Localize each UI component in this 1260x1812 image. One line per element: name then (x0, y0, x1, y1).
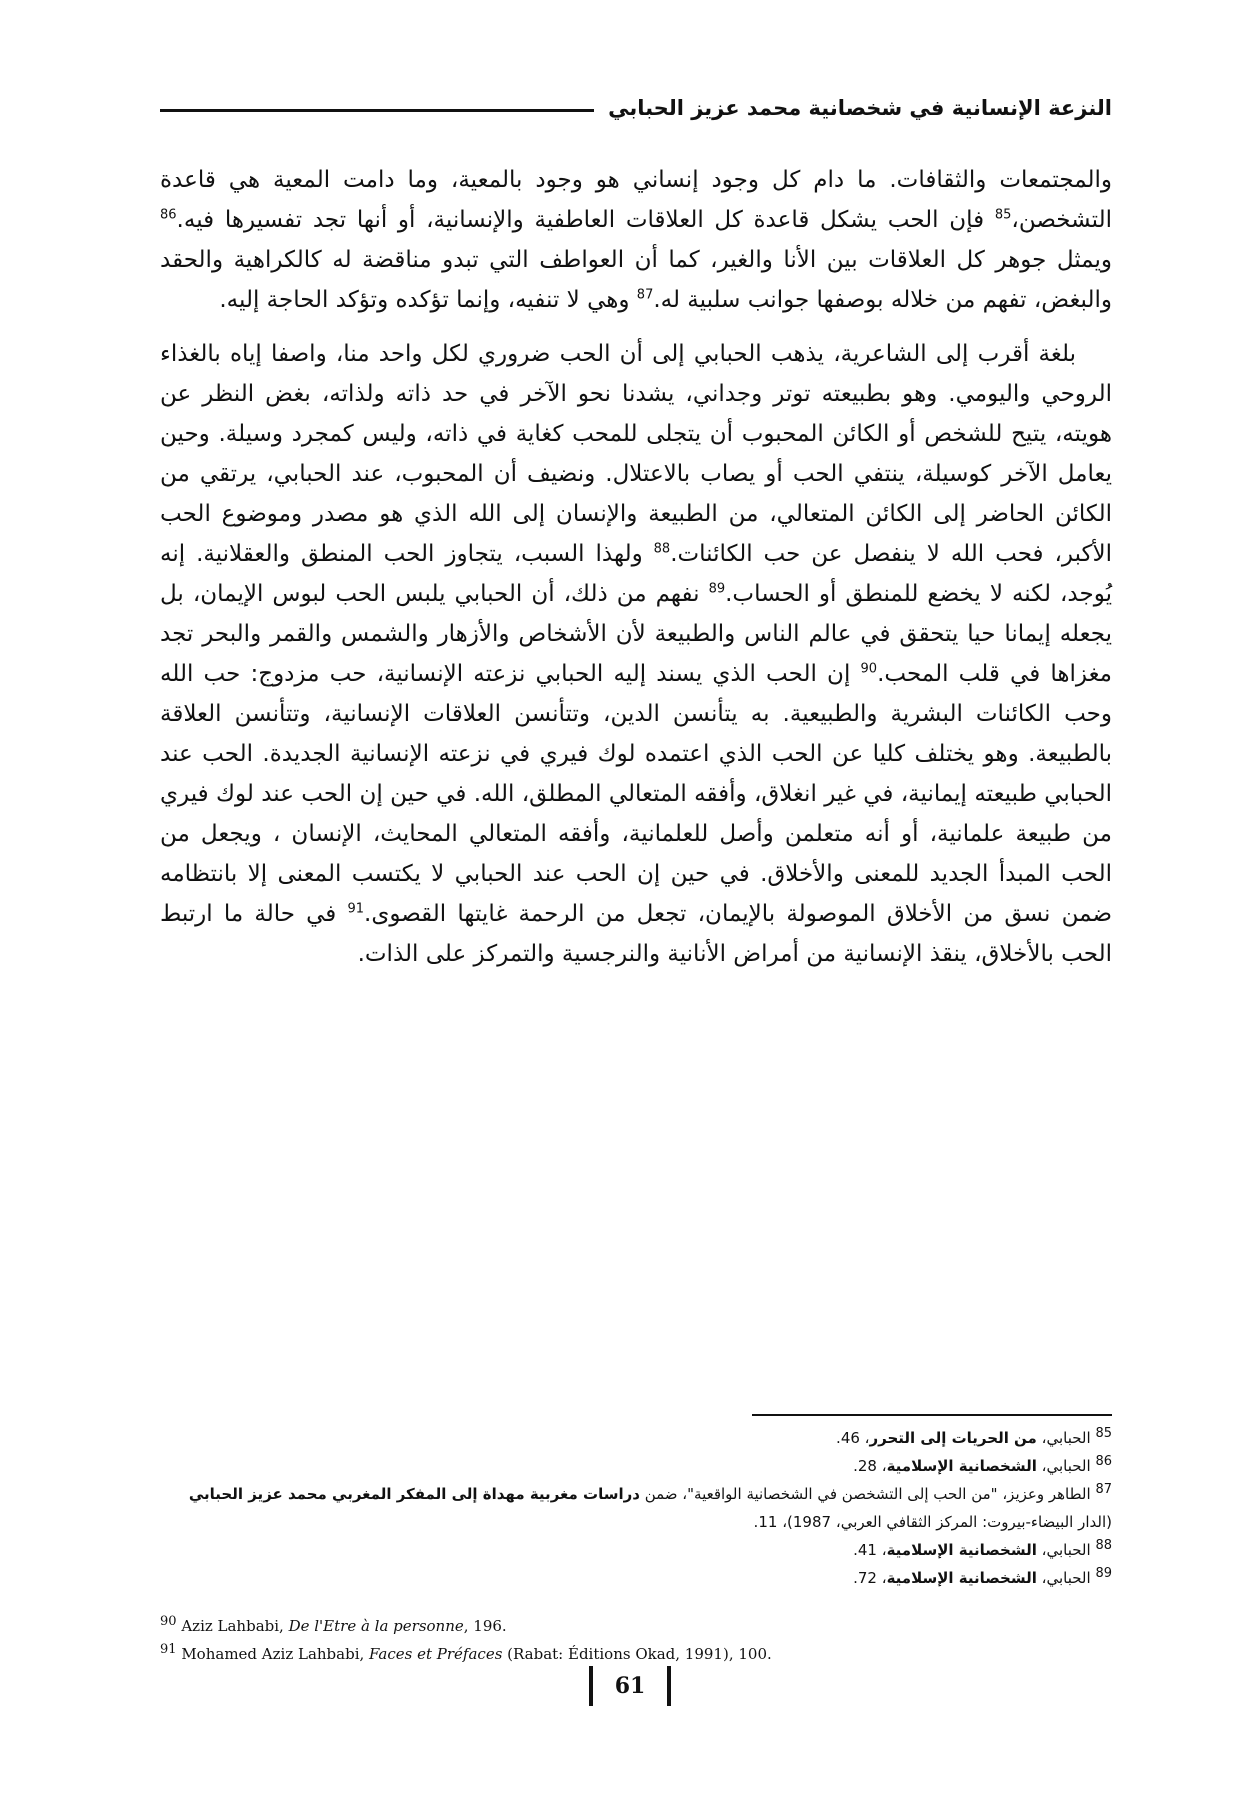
footnote-85 (160, 1424, 1112, 1452)
footnote-author: الحبابي، (1036, 1457, 1091, 1475)
text-run: ويمثل جوهر كل العلاقات بين الأنا والغير، كما أن العواطف التي تبدو مناقضة له كالكراهية والحقد والبغض، تفهم من خلاله بوصفها جوانب سلبية له. (160, 247, 1112, 313)
footnotes-arabic (160, 1424, 1112, 1592)
footnote-number: 90 (160, 1614, 177, 1629)
running-title: النزعة الإنسانية في شخصانية محمد عزيز الحبابي (608, 96, 1112, 120)
footnote-title: الشخصانية الإسلامية (886, 1569, 1037, 1587)
footnote-rest: ، 41. (853, 1541, 887, 1559)
footnote-rest: ، 46. (836, 1429, 870, 1447)
text-run: ولهذا السبب، يتجاوز الحب المنطق والعقلانية. إنه يُوجد، لكنه لا يخضع للمنطق أو الحساب. (160, 541, 1112, 607)
footnote-86 (160, 1452, 1112, 1480)
footnotes-latin (160, 1612, 1112, 1668)
text-run: نفهم من ذلك، أن الحبابي يلبس الحب لبوس الإيمان، بل يجعله إيمانا حيا يتحقق في عالم الناس والطبيعة لأن الأشخاص والأزهار والشمس والقمر والبحر تجد مغزاها في قلب المحب. (160, 581, 1112, 687)
footnote-number: 87 (1095, 1482, 1112, 1497)
text-run: وهي لا تنفيه، وإنما تؤكده وتؤكد الحاجة إليه. (219, 287, 637, 313)
text-run: والمجتمعات والثقافات. ما دام كل وجود إنساني هو وجود بالمعية، وما دامت المعية هي قاعدة التشخصن، (160, 167, 1112, 233)
footnote-ref-89[interactable]: 89 (708, 581, 726, 597)
footnote-separator (752, 1414, 1112, 1416)
footnote-author: الحبابي، (1036, 1569, 1091, 1587)
text-run: في حالة ما ارتبط الحب بالأخلاق، ينقذ الإنسانية من أمراض الأنانية والنرجسية والتمركز على الذات. (160, 901, 1112, 967)
footnote-ref-85[interactable]: 85 (994, 207, 1012, 223)
footnote-title: الشخصانية الإسلامية (886, 1541, 1037, 1559)
footnote-number: 86 (1095, 1454, 1112, 1469)
footnote-ref-87[interactable]: 87 (636, 287, 654, 303)
footnote-number: 91 (160, 1642, 177, 1657)
footnote-ref-86[interactable]: 86 (160, 207, 177, 223)
footnote-88 (160, 1536, 1112, 1564)
footnote-rest: (الدار البيضاء-بيروت: المركز الثقافي العربي، 1987)، 11. (753, 1513, 1112, 1531)
paragraph-1 (160, 160, 1112, 320)
text-run: إن الحب الذي يسند إليه الحبابي نزعته الإنسانية، حب مزدوج: حب الله وحب الكائنات البشرية والطبيعية. به يتأنسن الدين، وتتأنسن العلاقات الإنسانية، وتتأنسن العلاقة بالطبيعة. وهو يختلف كليا عن الحب الذي اعتمده لوك فيري في نزعته الإنسانية الجديدة. الحب عند الحبابي طبيعته إيمانية، في غير انغلاق، وأفقه المتعالي المطلق، الله. في حين إن الحب عند لوك فيري من طبيعة علمانية، أو أنه متعلمن وأصل للعلمانية، وأفقه المتعالي المحايث، الإنسان ، ويجعل من الحب المبدأ الجديد للمعنى والأخلاق. في حين إن الحب عند الحبابي لا يكتسب المعنى إلا بانتظامه ضمن نسق من الأخلاق الموصولة بالإيمان، تجعل من الرحمة غايتها القصوى. (160, 661, 1112, 927)
text-run: بلغة أقرب إلى الشاعرية، يذهب الحبابي إلى أن الحب ضروري لكل واحد منا، واصفا إياه بالغذاء الروحي واليومي. وهو بطبيعته توتر وجداني، يشدنا نحو الآخر في حد ذاته ولذاته، بغض النظر عن هويته، يتيح للشخص أو الكائن المحبوب أن يتجلى للمحب كغاية في ذاته، وليس كمجرد وسيلة. وحين يعامل الآخر كوسيلة، ينتفي الحب أو يصاب بالاعتلال. ونضيف أن المحبوب، عند الحبابي، يرتقي من الكائن الحاضر إلى الكائن المتعالي، من الطبيعة والإنسان إلى الله الذي هو مصدر وموضوع الحب الأكبر، فحب الله لا ينفصل عن حب الكائنات. (160, 341, 1112, 567)
footnote-author: Aziz Lahbabi, (181, 1617, 289, 1635)
footnote-89 (160, 1564, 1112, 1592)
running-header (160, 80, 1112, 136)
footnote-title: Faces et Préfaces (369, 1645, 503, 1663)
footnote-90 (160, 1612, 1112, 1640)
footnote-text: الطاهر وعزيز، "من الحب إلى التشخصن في الشخصانية الواقعية"، ضمن (639, 1485, 1091, 1503)
paragraph-2 (160, 334, 1112, 974)
footnote-rest: ، 28. (853, 1457, 887, 1475)
footnote-number: 88 (1095, 1538, 1112, 1553)
footnote-number: 85 (1095, 1426, 1112, 1441)
header-rule (160, 109, 594, 112)
footnote-title: De l'Etre à la personne (288, 1617, 464, 1635)
footnote-title: دراسات مغربية مهداة إلى المفكر المغربي محمد عزيز الحبابي (188, 1485, 640, 1503)
page-number-bar-left (589, 1666, 593, 1706)
footnote-author: Mohamed Aziz Lahbabi, (181, 1645, 370, 1663)
footnote-number: 89 (1095, 1566, 1112, 1581)
footnote-title: الشخصانية الإسلامية (886, 1457, 1037, 1475)
footnote-rest: , 196. (463, 1617, 507, 1635)
page-number-value: 61 (614, 1673, 646, 1699)
footnote-87 (160, 1480, 1112, 1536)
page-number (0, 1664, 1260, 1708)
footnote-author: الحبابي، (1036, 1429, 1091, 1447)
text-run: فإن الحب يشكل قاعدة كل العلاقات العاطفية والإنسانية، أو أنها تجد تفسيرها فيه. (176, 207, 995, 233)
footnote-rest: (Rabat: Éditions Okad, 1991), 100. (502, 1645, 772, 1663)
page-number-bar-right (667, 1666, 671, 1706)
body-text (160, 160, 1112, 988)
footnote-ref-90[interactable]: 90 (860, 661, 878, 677)
footnote-author: الحبابي، (1036, 1541, 1091, 1559)
footnote-title: من الحريات إلى التحرر (869, 1429, 1037, 1447)
footnote-rest: ، 72. (853, 1569, 887, 1587)
footnote-ref-88[interactable]: 88 (653, 541, 671, 557)
footnote-ref-91[interactable]: 91 (347, 901, 365, 917)
